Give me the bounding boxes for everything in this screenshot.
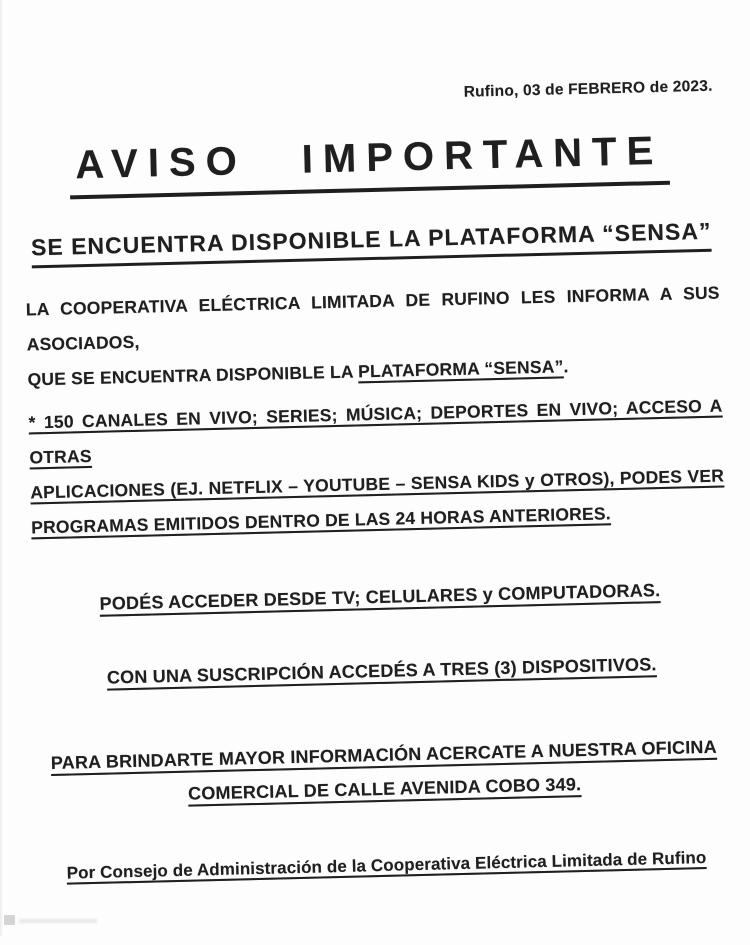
scan-watermark — [4, 913, 124, 929]
office-line-1: PARA BRINDARTE MAYOR INFORMACIÓN ACERCATE A NUESTRA OFICINA — [50, 736, 718, 774]
watermark-text-streak — [19, 919, 97, 923]
notice-subtitle-wrap — [24, 218, 719, 269]
features-bullet: * — [28, 412, 36, 433]
devices-line: PODÉS ACCEDER DESDE TV; CELULARES y COMPUTADORAS. — [99, 580, 661, 614]
signature-line: Por Consejo de Administración de la Cooperativa Eléctrica Limitada de Rufino — [66, 848, 707, 883]
office-line-2: COMERCIAL DE CALLE AVENIDA COBO 349. — [187, 774, 582, 804]
notice-title: AVISO IMPORTANTE — [69, 129, 670, 200]
features-line-2: APLICACIONES (EJ. NETFLIX – YOUTUBE – SENSA KIDS y OTROS), PODES VER — [30, 465, 725, 503]
office-paragraph — [37, 729, 732, 814]
intro-underlined-phrase: PLATAFORMA “SENSA” — [357, 356, 564, 382]
intro-line-2-text: QUE SE ENCUENTRA DISPONIBLE LA — [27, 361, 359, 390]
features-line-3: PROGRAMAS EMITIDOS DENTRO DE LAS 24 HORAS ANTERIORES. — [30, 503, 611, 538]
notice-title-wrap — [22, 128, 717, 201]
date-line: Rufino, 03 de FEBRERO de 2023. — [463, 77, 713, 101]
devices-line-wrap — [33, 578, 727, 616]
subscription-line: CON UNA SUSCRIPCIÓN ACCEDÉS A TRES (3) DISPOSITIVOS. — [106, 654, 657, 688]
features-line-1-text: 150 CANALES EN VIVO; SERIES; MÚSICA; DEPORTES EN VIVO; ACCESO A OTRAS — [29, 395, 723, 468]
signature-line-wrap — [39, 847, 733, 884]
subscription-line-wrap — [35, 652, 729, 690]
features-paragraph — [28, 389, 725, 546]
intro-line-2-period: . — [563, 356, 569, 377]
notice-subtitle: SE ENCUENTRA DISPONIBLE LA PLATAFORMA “SENSA” — [31, 218, 712, 269]
intro-paragraph — [25, 276, 721, 398]
watermark-logo-mark — [4, 915, 15, 925]
intro-line-1: LA COOPERATIVA ELÉCTRICA LIMITADA DE RUFINO LES INFORMA A SUS ASOCIADOS, — [25, 282, 720, 355]
